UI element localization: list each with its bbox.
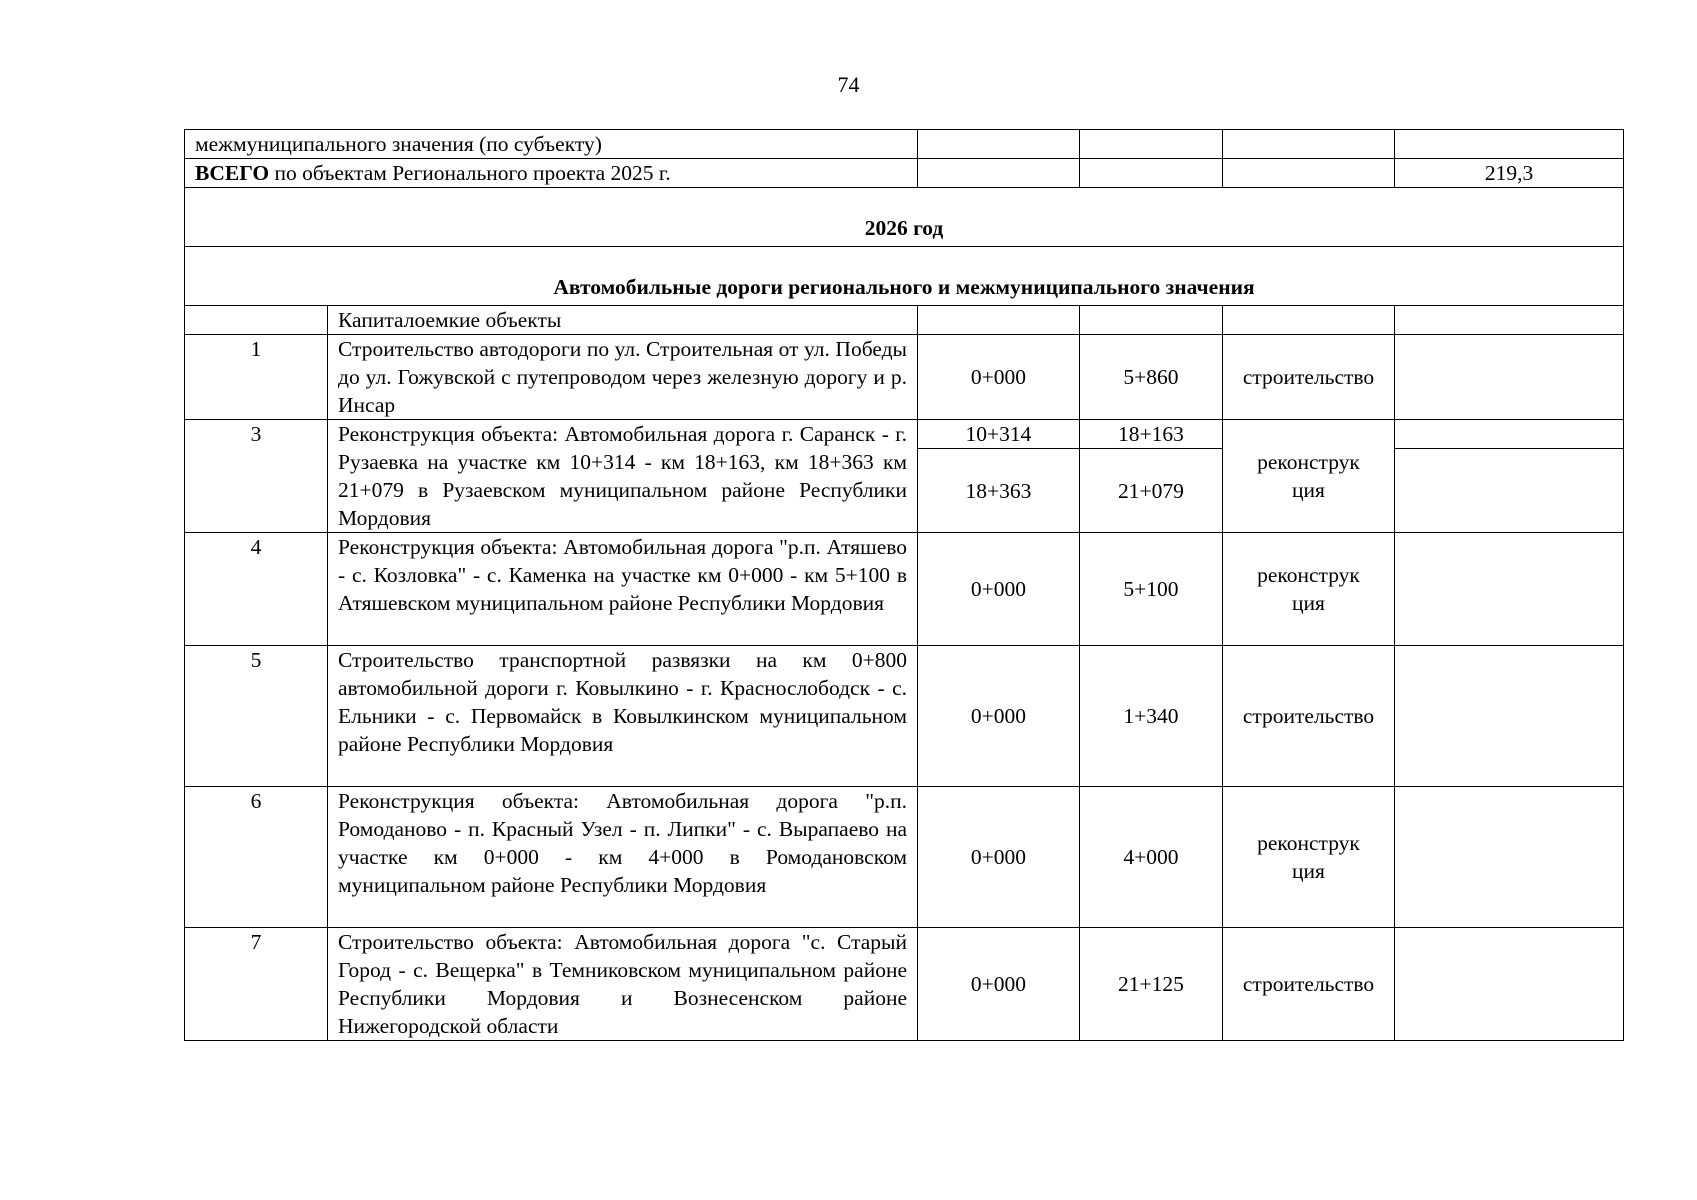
category-label: Капиталоемкие объекты: [328, 306, 918, 335]
item-work-type: реконструк ция: [1223, 787, 1395, 928]
section-header: Автомобильные дороги регионального и межмуниципального значения: [185, 247, 1624, 306]
item-number: 7: [185, 928, 328, 1041]
interregional-label: межмуниципального значения (по субъекту): [185, 130, 918, 159]
item-start-km: 0+000: [918, 533, 1080, 646]
item-name: Реконструкция объекта: Автомобильная дорога "р.п. Атяшево - с. Козловка" - с. Каменка на участке км 0+000 - км 5+100 в Атяшевском муниципальном районе Республики Мордовия: [328, 533, 918, 646]
item-work-type: строительство: [1223, 928, 1395, 1041]
item-start-km: 18+363: [918, 449, 1080, 533]
item-number: 3: [185, 420, 328, 533]
year-header: 2026 год: [185, 188, 1624, 247]
total-2025-label: [185, 159, 918, 188]
item-name: Реконструкция объекта: Автомобильная дорога г. Саранск - г. Рузаевка на участке км 10+314 - км 18+163, км 18+363 км 21+079 в Рузаевском муниципальном районе Республики Мордовия: [328, 420, 918, 533]
item-end-km: 1+340: [1080, 646, 1223, 787]
item-name: Реконструкция объекта: Автомобильная дорога "р.п. Ромоданово - п. Красный Узел - п. Липки" - с. Вырапаево на участке км 0+000 - км 4+000 в Ромодановском муниципальном районе Республики Мордовия: [328, 787, 918, 928]
item-number: 5: [185, 646, 328, 787]
table-row: [185, 420, 1624, 449]
item-name: Строительство автодороги по ул. Строительная от ул. Победы до ул. Гожувской с путепроводом через железную дорогу и р. Инсар: [328, 335, 918, 420]
total-2025-value: 219,3: [1395, 159, 1624, 188]
item-end-km: 5+860: [1080, 335, 1223, 420]
table-row-category: [185, 306, 1624, 335]
item-end-km: 5+100: [1080, 533, 1223, 646]
table-row: [185, 787, 1624, 928]
item-number: 6: [185, 787, 328, 928]
item-work-type: реконструк ция: [1223, 533, 1395, 646]
item-number: 1: [185, 335, 328, 420]
item-name: Строительство объекта: Автомобильная дорога "с. Старый Город - с. Вещерка" в Темниковском муниципальном районе Республики Мордовия и Вознесенском районе Нижегородской области: [328, 928, 918, 1041]
item-work-type: строительство: [1223, 335, 1395, 420]
table-row-interregional: [185, 130, 1624, 159]
item-start-km: 0+000: [918, 928, 1080, 1041]
item-work-type: строительство: [1223, 646, 1395, 787]
item-end-km: 4+000: [1080, 787, 1223, 928]
item-number: 4: [185, 533, 328, 646]
total-bold-word: ВСЕГО: [195, 161, 270, 185]
total-label-rest: по объектам Регионального проекта 2025 г.: [269, 161, 671, 185]
item-end-km: 21+125: [1080, 928, 1223, 1041]
item-start-km: 0+000: [918, 646, 1080, 787]
item-end-km: 18+163: [1080, 420, 1223, 449]
table-row: [185, 928, 1624, 1041]
item-start-km: 0+000: [918, 335, 1080, 420]
item-start-km: 0+000: [918, 787, 1080, 928]
item-work-type: реконструк ция: [1223, 420, 1395, 533]
page-number: 74: [837, 72, 860, 97]
table-row-total-2025: [185, 159, 1624, 188]
table-row-year-header: [185, 188, 1624, 247]
roads-table: [184, 129, 1624, 1041]
item-end-km: 21+079: [1080, 449, 1223, 533]
item-name: Строительство транспортной развязки на км 0+800 автомобильной дороги г. Ковылкино - г. Краснослободск - с. Ельники - с. Первомайск в Ковылкинском муниципальном районе Республики Мордовия: [328, 646, 918, 787]
table-row: [185, 533, 1624, 646]
table-row: [185, 335, 1624, 420]
item-start-km: 10+314: [918, 420, 1080, 449]
table-row-section-header: [185, 247, 1624, 306]
table-row: [185, 646, 1624, 787]
